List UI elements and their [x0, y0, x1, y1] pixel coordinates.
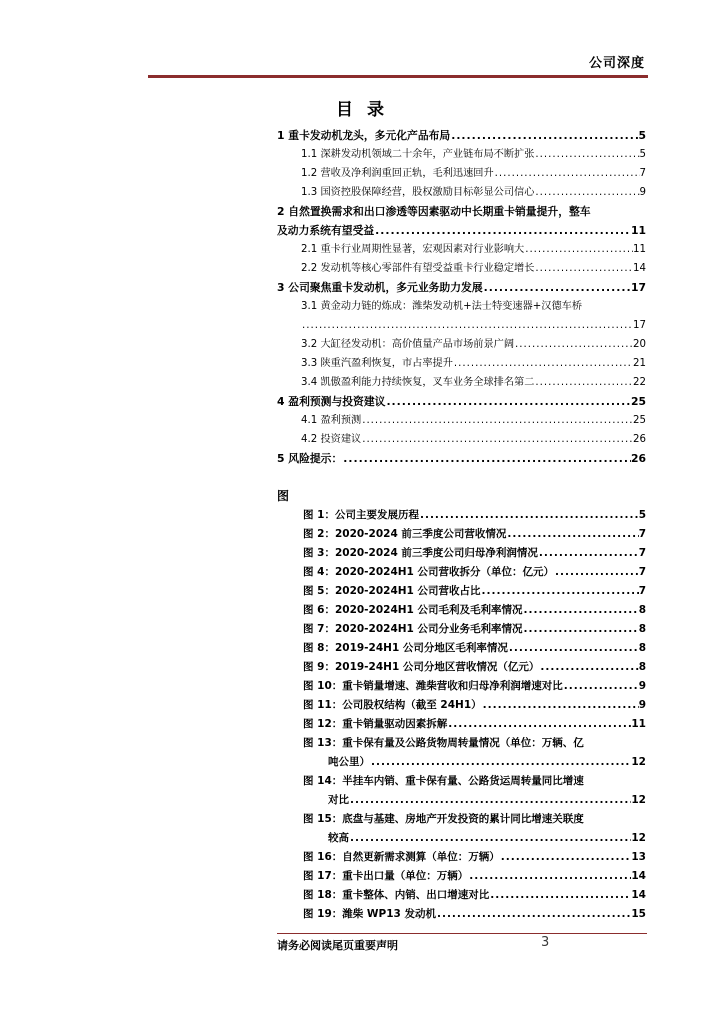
figure-entry[interactable]: 图 15：底盘与基建、房地产开发投资的累计同比增速关联度 [303, 813, 584, 825]
figure-list-heading: 图 [277, 489, 290, 503]
toc-entry[interactable]: 3.2 大缸径发动机：高价值量产品市场前景广阔 ..... 20 [277, 335, 646, 354]
toc-entry[interactable]: 2 自然置换需求和出口渗透等因素驱动中长期重卡销量提升，整车 [277, 205, 591, 218]
figure-entry[interactable]: 图 16：自然更新需求测算（单位：万辆） ..... 13 [277, 848, 646, 867]
toc-entry[interactable]: 2.1 重卡行业周期性显著，宏观因素对行业影响大 ..... 11 [277, 240, 646, 259]
figure-entry[interactable]: 图 13：重卡保有量及公路货物周转量情况（单位：万辆、亿 [303, 737, 584, 749]
toc-list [277, 126, 646, 468]
figure-entry[interactable]: 图 11：公司股权结构（截至 24H1） ..... 9 [277, 696, 646, 715]
figure-entry[interactable]: 图 9：2019-24H1 公司分地区营收情况（亿元） ..... 8 [277, 658, 646, 677]
page-header-label: 公司深度 [588, 56, 645, 71]
toc-entry[interactable]: 4.1 盈利预测 ..... 25 [277, 411, 646, 430]
toc-title: 目 录 [336, 100, 388, 120]
toc-entry[interactable]: 3.1 黄金动力链的炼成：潍柴发动机+法士特变速器+汉德车桥 [301, 301, 583, 312]
figure-entry[interactable]: 图 17：重卡出口量（单位：万辆） ..... 14 [277, 867, 646, 886]
figure-entry-continuation[interactable]: 对比 ..... 12 [277, 791, 646, 810]
figure-entry[interactable]: 图 4：2020-2024H1 公司营收拆分（单位：亿元） ..... 7 [277, 563, 646, 582]
figure-entry[interactable]: 图 5：2020-2024H1 公司营收占比 ..... 7 [277, 582, 646, 601]
toc-entry[interactable]: 1.2 营收及净利润重回正轨，毛利迅速回升 ..... 7 [277, 164, 646, 183]
figure-entry[interactable]: 图 14：半挂车内销、重卡保有量、公路货运周转量同比增速 [303, 775, 584, 787]
figure-entry[interactable]: 图 2：2020-2024 前三季度公司营收情况 ..... 7 [277, 525, 646, 544]
toc-entry[interactable]: 3.4 凯傲盈利能力持续恢复，叉车业务全球排名第二 ..... 22 [277, 373, 646, 392]
figure-entry[interactable]: 图 7：2020-2024H1 公司分业务毛利率情况 ..... 8 [277, 620, 646, 639]
toc-entry-continuation[interactable]: 及动力系统有望受益 ..... 11 [277, 221, 646, 240]
toc-entry[interactable]: 1.3 国资控股保障经营，股权激励目标彰显公司信心 ..... 9 [277, 183, 646, 202]
figure-entry[interactable]: 图 18：重卡整体、内销、出口增速对比 ..... 14 [277, 886, 646, 905]
toc-entry-continuation[interactable]: ..... 17 [277, 316, 646, 335]
footer-disclaimer: 请务必阅读尾页重要声明 [277, 939, 398, 952]
toc-entry[interactable]: 4 盈利预测与投资建议 ..... 25 [277, 392, 646, 411]
figure-list [277, 506, 646, 924]
header-rule [148, 75, 648, 78]
figure-entry[interactable]: 图 12：重卡销量驱动因素拆解 ..... 11 [277, 715, 646, 734]
toc-entry[interactable]: 5 风险提示： ..... 26 [277, 449, 646, 468]
figure-entry[interactable]: 图 6：2020-2024H1 公司毛利及毛利率情况 ..... 8 [277, 601, 646, 620]
toc-entry[interactable]: 3 公司聚焦重卡发动机，多元业务助力发展 ..... 17 [277, 278, 646, 297]
figure-entry[interactable]: 图 19：潍柴 WP13 发动机 ..... 15 [277, 905, 646, 924]
toc-entry[interactable]: 1 重卡发动机龙头，多元化产品布局 ..... 5 [277, 126, 646, 145]
figure-entry[interactable]: 图 10：重卡销量增速、潍柴营收和归母净利润增速对比 ..... 9 [277, 677, 646, 696]
footer-rule [277, 933, 647, 934]
toc-entry[interactable]: 2.2 发动机等核心零部件有望受益重卡行业稳定增长 ..... 14 [277, 259, 646, 278]
figure-entry[interactable]: 图 3：2020-2024 前三季度公司归母净利润情况 ..... 7 [277, 544, 646, 563]
figure-entry[interactable]: 图 8：2019-24H1 公司分地区毛利率情况 ..... 8 [277, 639, 646, 658]
toc-entry[interactable]: 4.2 投资建议 ..... 26 [277, 430, 646, 449]
page-number: 3 [541, 935, 550, 950]
toc-entry[interactable]: 1.1 深耕发动机领域二十余年，产业链布局不断扩张 ..... 5 [277, 145, 646, 164]
figure-entry-continuation[interactable]: 吨公里） ..... 12 [277, 753, 646, 772]
toc-entry[interactable]: 3.3 陕重汽盈利恢复，市占率提升 ..... 21 [277, 354, 646, 373]
figure-entry-continuation[interactable]: 较高 ..... 12 [277, 829, 646, 848]
figure-entry[interactable]: 图 1：公司主要发展历程 ..... 5 [277, 506, 646, 525]
